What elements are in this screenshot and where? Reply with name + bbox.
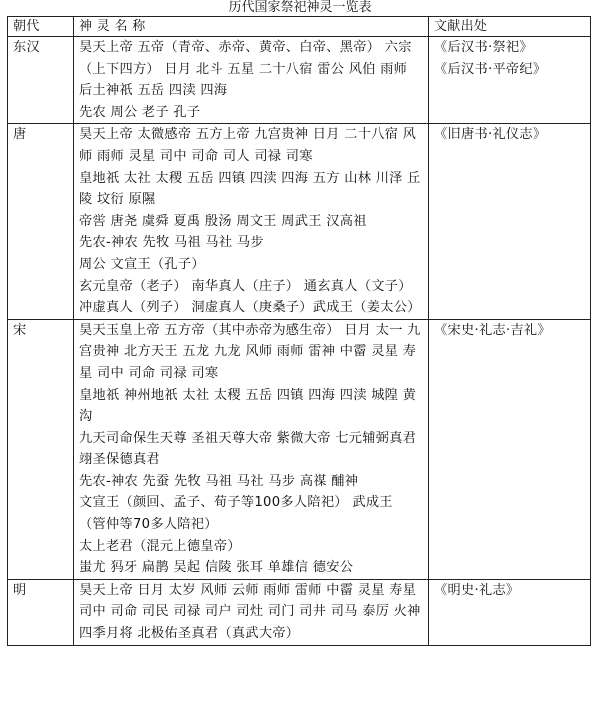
header-deities: 神 灵 名 称 xyxy=(74,17,429,37)
source-citation: 《明史·礼志》 xyxy=(434,582,520,598)
source-cell xyxy=(429,319,591,579)
source-citation: 《宋史·礼志·吉礼》 xyxy=(434,322,551,338)
header-source: 文献出处 xyxy=(429,17,591,37)
dynasty-cell: 宋 xyxy=(8,319,74,579)
deity-group: 先农-神农 先蚕 先牧 马祖 马社 马步 高禖 酺神 xyxy=(79,473,359,489)
deity-group: 帝喾 唐尧 虞舜 夏禹 殷汤 周文王 周武王 汉高祖 xyxy=(79,213,367,229)
page-title: 历代国家祭祀神灵一览表 xyxy=(228,0,372,15)
deity-group: 蚩尤 犸牙 扁鹊 吴起 信陵 张耳 单雄信 德安公 xyxy=(79,560,354,576)
deity-group: 昊天上帝 日月 太岁 风师 云师 雨师 雷师 中霤 灵星 寿星 司中 司命 司民 司禄 司户 司灶 司门 司井 司马 泰厉 火神 四季月将 北极佑圣真君（真武大帝） xyxy=(79,582,421,642)
deities-cell xyxy=(74,37,429,124)
deity-group: 文宣王（颜回、孟子、荀子等100多人陪祀） 武成王 （管仲等70多人陪祀） xyxy=(79,495,393,533)
deity-group: 九天司命保生天尊 圣祖天尊大帝 紫微大帝 七元辅弼真君 翊圣保德真君 xyxy=(79,430,417,468)
deity-group: 冲虚真人（列子） 洞虚真人（庚桑子）武成王（姜太公） xyxy=(79,300,421,316)
deity-group: 周公 文宣王（孔子） xyxy=(79,256,205,272)
source-cell xyxy=(429,579,591,645)
deities-cell xyxy=(74,319,429,579)
table-header-row xyxy=(8,17,591,37)
table-row xyxy=(8,37,591,124)
deities-cell xyxy=(74,579,429,645)
deity-table xyxy=(7,16,591,646)
deity-group: 后土神祇 五岳 四渎 四海 xyxy=(79,83,228,99)
deity-group: 昊天玉皇上帝 五方帝（其中赤帝为感生帝） 日月 太一 九宫贵神 北方天王 五龙 九龙 风师 雨师 雷神 中霤 灵星 寿星 司中 司命 司禄 司寒 xyxy=(79,322,421,381)
table-row xyxy=(8,579,591,645)
source-citation: 《后汉书·祭祀》 xyxy=(434,40,533,55)
source-cell xyxy=(429,124,591,319)
deity-group: 玄元皇帝（老子） 南华真人（庄子） 通玄真人（文子） xyxy=(79,278,412,294)
dynasty-cell: 唐 xyxy=(8,124,74,319)
deity-group: 先农-神农 先牧 马祖 马社 马步 xyxy=(79,235,264,251)
deity-group: 皇地祇 太社 太稷 五岳 四镇 四渎 四海 五方 山林 川泽 丘陵 坟衍 原隰 xyxy=(79,170,421,208)
source-cell xyxy=(429,37,591,124)
source-citation: 《旧唐书·礼仪志》 xyxy=(434,127,547,143)
header-dynasty: 朝代 xyxy=(8,17,74,37)
deity-group: 先农 周公 老子 孔子 xyxy=(79,104,201,120)
source-citation: 《后汉书·平帝纪》 xyxy=(434,61,547,77)
deity-group: 皇地祇 神州地祇 太社 太稷 五岳 四镇 四海 四渎 城隍 黄沟 xyxy=(79,387,417,425)
table-row xyxy=(8,124,591,319)
deities-cell xyxy=(74,124,429,319)
deity-group: 昊天上帝 五帝（青帝、赤帝、黄帝、白帝、黑帝） 六宗（上下四方） 日月 北斗 五星 二十八宿 雷公 风伯 雨师 xyxy=(79,40,412,77)
table-row xyxy=(8,319,591,579)
deity-group: 昊天上帝 太微感帝 五方上帝 九宫贵神 日月 二十八宿 风师 雨师 灵星 司中 司命 司人 司禄 司寒 xyxy=(79,127,417,164)
dynasty-cell: 明 xyxy=(8,579,74,645)
deity-group: 太上老君（混元上德皇帝） xyxy=(79,538,241,554)
dynasty-cell: 东汉 xyxy=(8,37,74,124)
